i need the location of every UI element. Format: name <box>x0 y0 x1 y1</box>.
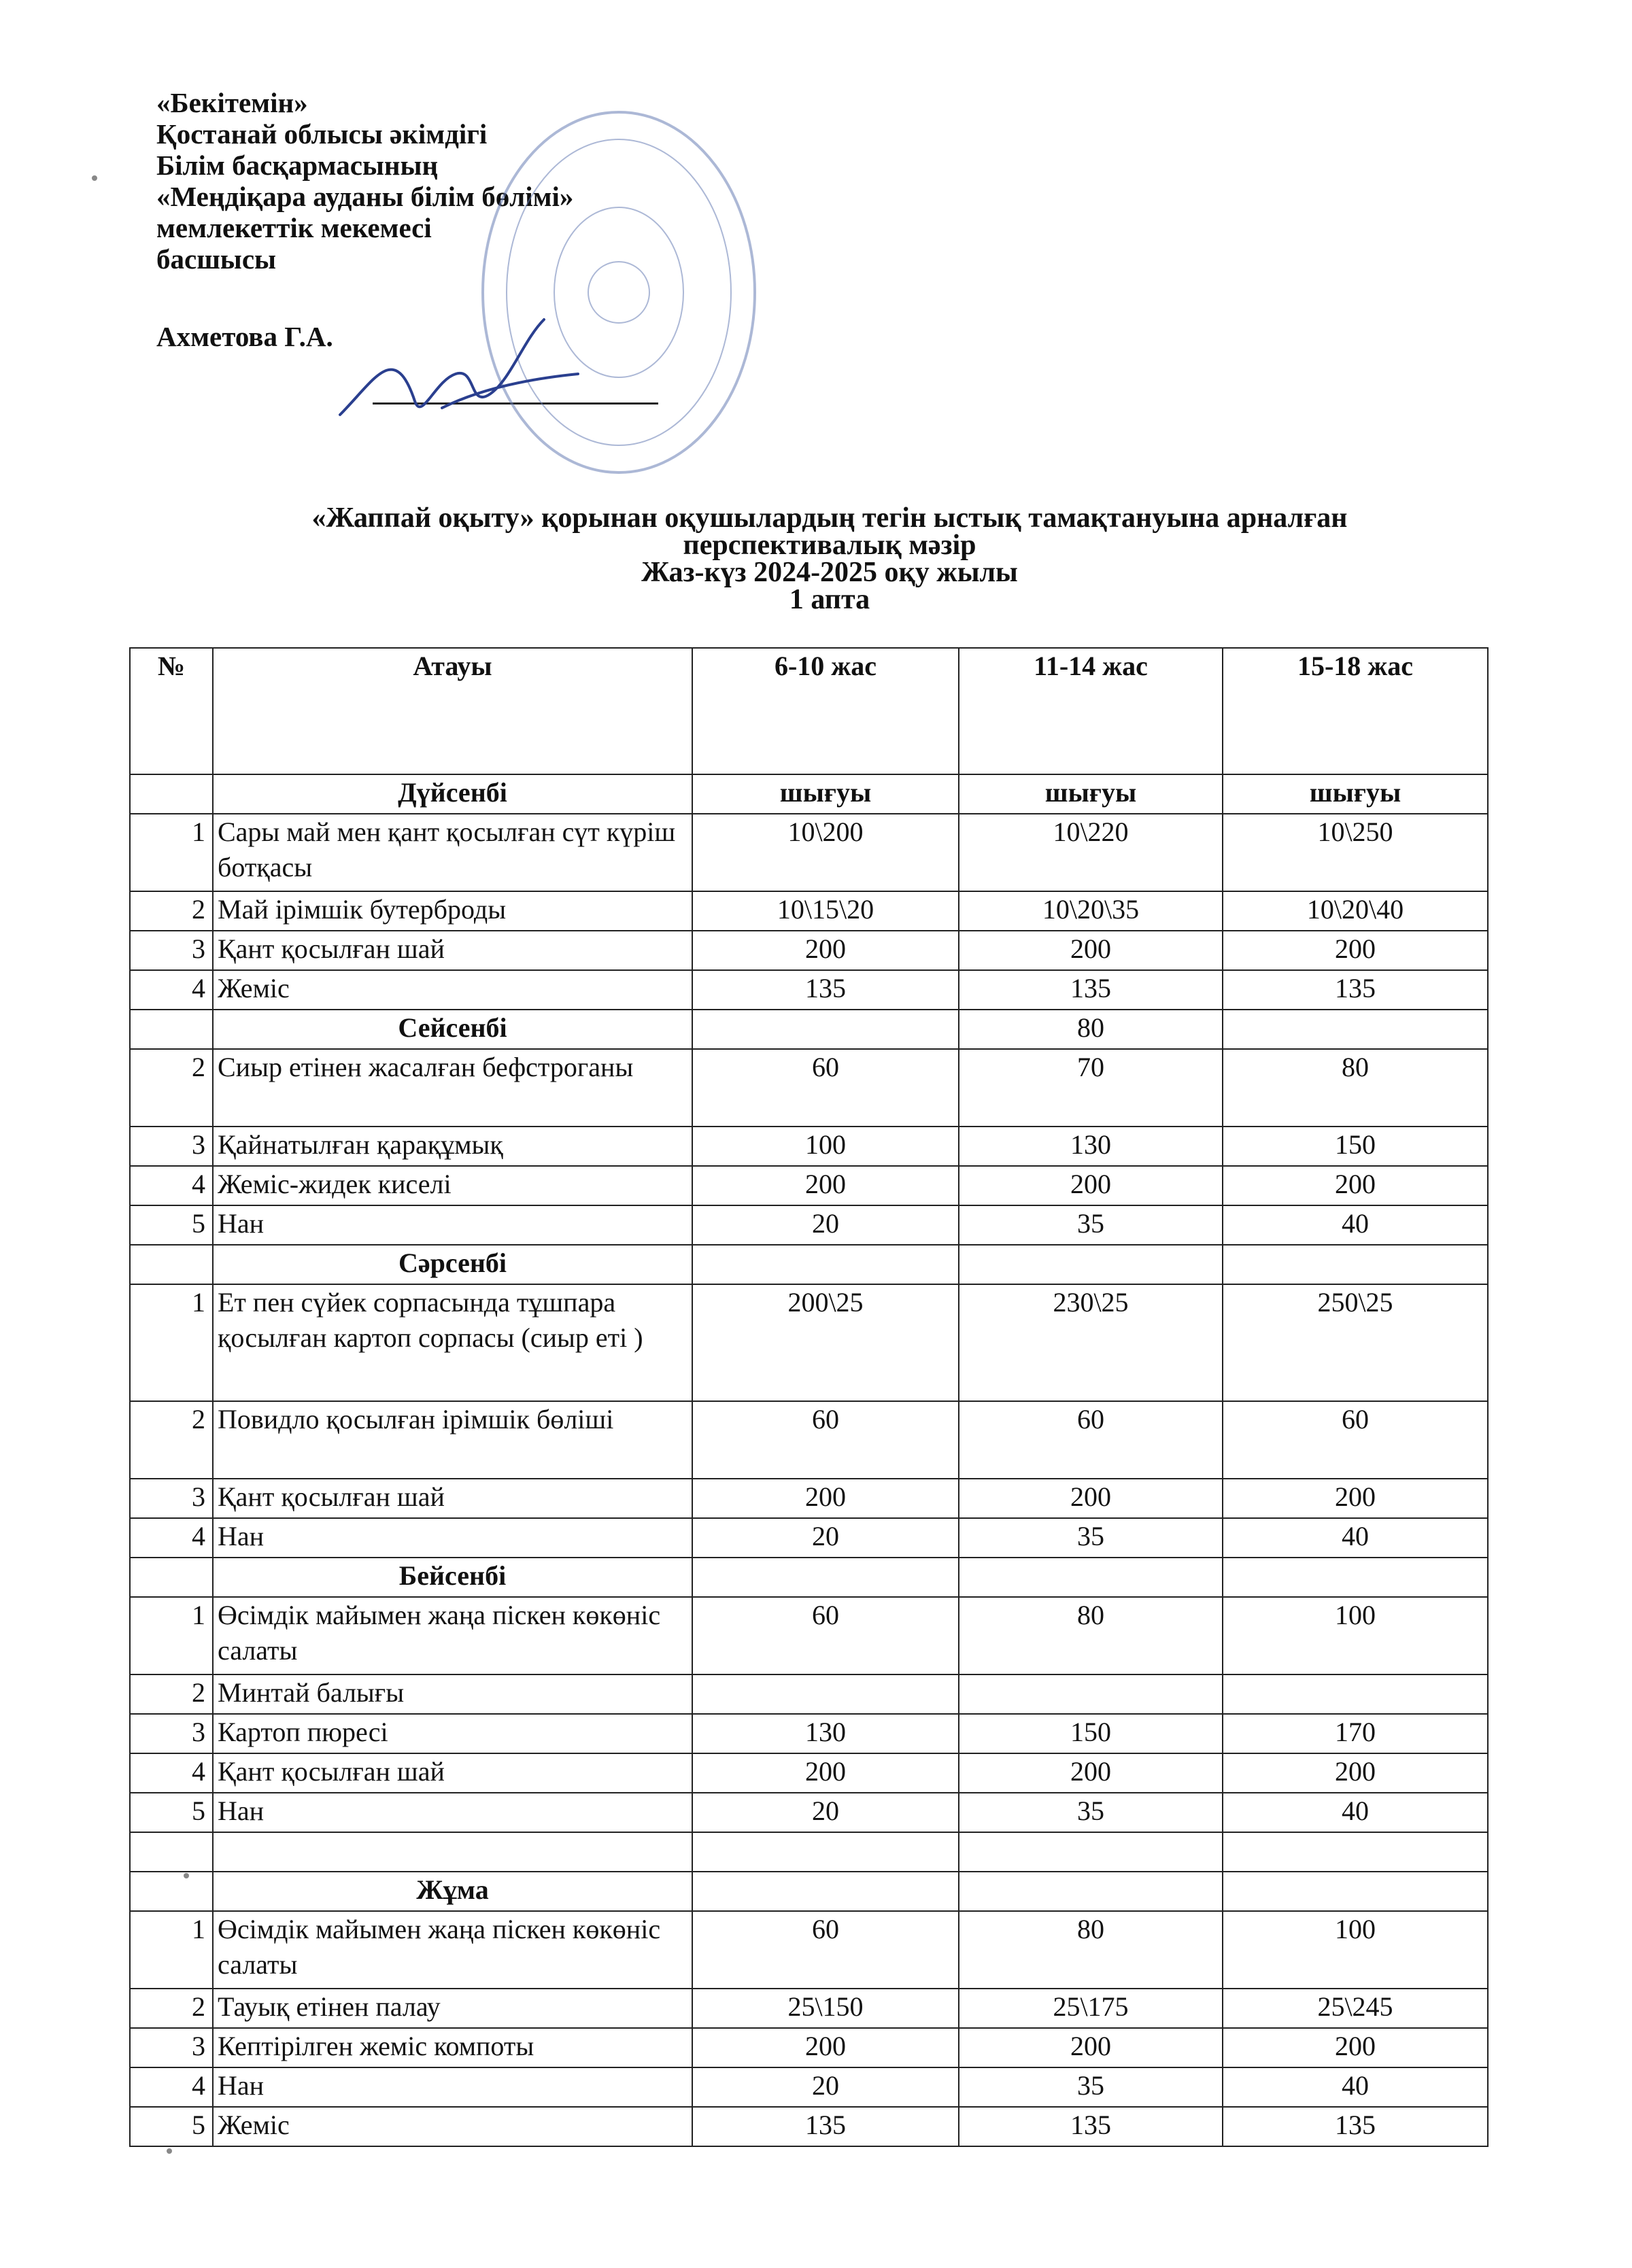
row-number: 3 <box>130 931 213 970</box>
table-row <box>130 970 1488 1010</box>
dish-name: Қант қосылған шай <box>213 1479 692 1518</box>
portion-15-18: 135 <box>1223 2107 1488 2146</box>
day-name: Сәрсенбі <box>213 1245 692 1284</box>
dish-name: Қайнатылған қарақұмық <box>213 1127 692 1166</box>
dish-name: Қант қосылған шай <box>213 931 692 970</box>
portion-6-10: 60 <box>692 1401 959 1479</box>
dish-name: Нан <box>213 1793 692 1832</box>
portion-11-14: 80 <box>959 1911 1223 1989</box>
portion-15-18 <box>1223 1245 1488 1284</box>
table-row <box>130 1518 1488 1558</box>
table-row <box>130 1284 1488 1401</box>
dish-name: Өсімдік майымен жаңа піскен көкөніс салаты <box>213 1911 692 1989</box>
heading-title: «Жаппай оқыту» қорынан оқушылардың тегін ыстық тамақтануына арналған <box>311 502 1348 534</box>
portion-6-10: 25\150 <box>692 1989 959 2028</box>
row-number <box>130 1872 213 1911</box>
row-number <box>130 1832 213 1872</box>
portion-15-18: 200 <box>1223 1166 1488 1205</box>
portion-15-18: 40 <box>1223 1205 1488 1245</box>
handwritten-signature <box>320 299 592 435</box>
table-row <box>130 1714 1488 1753</box>
approval-line: басшысы <box>156 243 277 275</box>
portion-15-18: 60 <box>1223 1401 1488 1479</box>
row-number: 2 <box>130 1049 213 1127</box>
portion-6-10: 200 <box>692 1166 959 1205</box>
portion-6-10: 135 <box>692 2107 959 2146</box>
portion-6-10: 200 <box>692 2028 959 2067</box>
dish-name: Жеміс-жидек киселі <box>213 1166 692 1205</box>
day-name: Сейсенбі <box>213 1010 692 1049</box>
portion-15-18: 25\245 <box>1223 1989 1488 2028</box>
portion-11-14: 200 <box>959 1479 1223 1518</box>
heading-week: 1 апта <box>789 584 870 615</box>
portion-15-18: 40 <box>1223 1518 1488 1558</box>
row-number <box>130 1010 213 1049</box>
portion-6-10 <box>692 1832 959 1872</box>
portion-15-18: 10\250 <box>1223 814 1488 891</box>
portion-6-10: 100 <box>692 1127 959 1166</box>
portion-6-10: 200 <box>692 1479 959 1518</box>
day-name: Бейсенбі <box>213 1558 692 1597</box>
portion-15-18 <box>1223 1674 1488 1714</box>
dish-name: Қант қосылған шай <box>213 1753 692 1793</box>
portion-11-14: 200 <box>959 2028 1223 2067</box>
table-row <box>130 1049 1488 1127</box>
table-row <box>130 1989 1488 2028</box>
day-row <box>130 1245 1488 1284</box>
scan-speck <box>167 2148 172 2154</box>
portion-11-14: 80 <box>959 1010 1223 1049</box>
portion-11-14: 135 <box>959 2107 1223 2146</box>
portion-11-14: 150 <box>959 1714 1223 1753</box>
portion-6-10 <box>692 1245 959 1284</box>
day-row <box>130 1872 1488 1911</box>
portion-11-14: 60 <box>959 1401 1223 1479</box>
portion-11-14: 70 <box>959 1049 1223 1127</box>
portion-15-18: 80 <box>1223 1049 1488 1127</box>
row-number: 2 <box>130 891 213 931</box>
row-number: 4 <box>130 1166 213 1205</box>
portion-15-18: 200 <box>1223 931 1488 970</box>
scan-speck <box>184 1873 189 1878</box>
table-row <box>130 1127 1488 1166</box>
table-row <box>130 891 1488 931</box>
header-name: Атауы <box>213 648 692 774</box>
row-number: 2 <box>130 1401 213 1479</box>
portion-6-10: 60 <box>692 1049 959 1127</box>
portion-6-10 <box>692 1674 959 1714</box>
dish-name: Ет пен сүйек сорпасында тұшпара қосылған картоп сорпасы (сиыр еті ) <box>213 1284 692 1401</box>
dish-name: Тауық етінен палау <box>213 1989 692 2028</box>
row-number: 1 <box>130 1284 213 1401</box>
dish-name: Нан <box>213 1518 692 1558</box>
table-row <box>130 1205 1488 1245</box>
portion-15-18: 200 <box>1223 2028 1488 2067</box>
portion-11-14: 135 <box>959 970 1223 1010</box>
portion-15-18: 150 <box>1223 1127 1488 1166</box>
row-number: 3 <box>130 1714 213 1753</box>
dish-name: Сиыр етінен жасалған бефстроганы <box>213 1049 692 1127</box>
table-row <box>130 1674 1488 1714</box>
menu-table <box>129 647 1489 2147</box>
portion-15-18 <box>1223 1872 1488 1911</box>
portion-6-10: 200 <box>692 1753 959 1793</box>
portion-15-18: 10\20\40 <box>1223 891 1488 931</box>
portion-11-14 <box>959 1245 1223 1284</box>
portion-6-10: 20 <box>692 1205 959 1245</box>
header-number: № <box>130 648 213 774</box>
approval-line: «Бекітемін» <box>156 87 308 118</box>
portion-11-14: 35 <box>959 2067 1223 2107</box>
table-row <box>130 1753 1488 1793</box>
row-number: 5 <box>130 1793 213 1832</box>
approval-line: «Меңдіқара ауданы білім бөлімі» <box>156 181 574 212</box>
portion-15-18: 250\25 <box>1223 1284 1488 1401</box>
dish-name: Картоп пюресі <box>213 1714 692 1753</box>
approval-line: Білім басқармасының <box>156 150 439 181</box>
row-number: 1 <box>130 1911 213 1989</box>
row-number: 2 <box>130 1989 213 2028</box>
header-age-15-18: 15-18 жас <box>1223 648 1488 774</box>
portion-15-18 <box>1223 1010 1488 1049</box>
portion-6-10: 60 <box>692 1597 959 1674</box>
portion-6-10: 60 <box>692 1911 959 1989</box>
portion-6-10: 200 <box>692 931 959 970</box>
table-row <box>130 1793 1488 1832</box>
blank-row <box>130 1832 1488 1872</box>
header-age-6-10: 6-10 жас <box>692 648 959 774</box>
dish-name: Нан <box>213 1205 692 1245</box>
portion-15-18: 170 <box>1223 1714 1488 1753</box>
portion-11-14: 10\220 <box>959 814 1223 891</box>
portion-6-10: 20 <box>692 1518 959 1558</box>
signatory-name: Ахметова Г.А. <box>156 321 333 352</box>
portion-11-14: 35 <box>959 1205 1223 1245</box>
row-number: 4 <box>130 1518 213 1558</box>
menu-table-body <box>130 774 1488 2146</box>
table-row <box>130 1479 1488 1518</box>
table-row <box>130 2067 1488 2107</box>
portion-11-14: 10\20\35 <box>959 891 1223 931</box>
portion-11-14: 230\25 <box>959 1284 1223 1401</box>
row-number <box>130 774 213 814</box>
portion-15-18: шығуы <box>1223 774 1488 814</box>
portion-11-14: 200 <box>959 931 1223 970</box>
portion-6-10: 20 <box>692 2067 959 2107</box>
dish-name: Повидло қосылған ірімшік бөліші <box>213 1401 692 1479</box>
row-number: 3 <box>130 1127 213 1166</box>
portion-15-18: 40 <box>1223 2067 1488 2107</box>
portion-11-14: 200 <box>959 1753 1223 1793</box>
portion-6-10 <box>692 1558 959 1597</box>
portion-15-18 <box>1223 1558 1488 1597</box>
menu-heading <box>129 504 1530 613</box>
table-row <box>130 814 1488 891</box>
table-row <box>130 931 1488 970</box>
row-number: 5 <box>130 1205 213 1245</box>
portion-15-18: 100 <box>1223 1597 1488 1674</box>
portion-6-10: 130 <box>692 1714 959 1753</box>
portion-11-14 <box>959 1832 1223 1872</box>
table-row <box>130 1166 1488 1205</box>
portion-6-10: 10\15\20 <box>692 891 959 931</box>
dish-name: Май ірімшік бутерброды <box>213 891 692 931</box>
portion-11-14: 25\175 <box>959 1989 1223 2028</box>
dish-name: Жеміс <box>213 970 692 1010</box>
portion-11-14: 80 <box>959 1597 1223 1674</box>
portion-6-10 <box>692 1872 959 1911</box>
portion-6-10: 200\25 <box>692 1284 959 1401</box>
table-row <box>130 1911 1488 1989</box>
day-row <box>130 1010 1488 1049</box>
portion-6-10: 10\200 <box>692 814 959 891</box>
row-number: 1 <box>130 1597 213 1674</box>
day-row <box>130 774 1488 814</box>
table-row <box>130 2028 1488 2067</box>
row-number: 3 <box>130 2028 213 2067</box>
table-row <box>130 1401 1488 1479</box>
row-number: 3 <box>130 1479 213 1518</box>
dish-name: Минтай балығы <box>213 1674 692 1714</box>
portion-15-18: 135 <box>1223 970 1488 1010</box>
portion-15-18 <box>1223 1832 1488 1872</box>
dish-name: Жеміс <box>213 2107 692 2146</box>
portion-15-18: 200 <box>1223 1479 1488 1518</box>
row-number <box>130 1245 213 1284</box>
portion-11-14: 35 <box>959 1793 1223 1832</box>
portion-6-10: 20 <box>692 1793 959 1832</box>
approval-line: мемлекеттік мекемесі <box>156 212 432 243</box>
heading-subtitle: перспективалық мәзір <box>683 530 976 561</box>
portion-11-14: 200 <box>959 1166 1223 1205</box>
row-number: 4 <box>130 2067 213 2107</box>
portion-11-14: шығуы <box>959 774 1223 814</box>
row-number: 1 <box>130 814 213 891</box>
dish-name <box>213 1832 692 1872</box>
portion-11-14: 35 <box>959 1518 1223 1558</box>
row-number: 4 <box>130 1753 213 1793</box>
portion-11-14: 130 <box>959 1127 1223 1166</box>
scan-speck <box>92 175 97 181</box>
portion-11-14 <box>959 1674 1223 1714</box>
row-number: 2 <box>130 1674 213 1714</box>
day-row <box>130 1558 1488 1597</box>
portion-6-10 <box>692 1010 959 1049</box>
dish-name: Кептірілген жеміс компоты <box>213 2028 692 2067</box>
day-name: Дүйсенбі <box>213 774 692 814</box>
header-age-11-14: 11-14 жас <box>959 648 1223 774</box>
portion-6-10: шығуы <box>692 774 959 814</box>
portion-11-14 <box>959 1558 1223 1597</box>
table-row <box>130 1597 1488 1674</box>
portion-11-14 <box>959 1872 1223 1911</box>
portion-6-10: 135 <box>692 970 959 1010</box>
row-number <box>130 1558 213 1597</box>
portion-15-18: 40 <box>1223 1793 1488 1832</box>
portion-15-18: 200 <box>1223 1753 1488 1793</box>
day-name: Жұма <box>213 1872 692 1911</box>
table-row <box>130 2107 1488 2146</box>
row-number: 4 <box>130 970 213 1010</box>
portion-15-18: 100 <box>1223 1911 1488 1989</box>
dish-name: Өсімдік майымен жаңа піскен көкөніс салаты <box>213 1597 692 1674</box>
heading-year: Жаз-күз 2024-2025 оқу жылы <box>641 557 1018 588</box>
row-number: 5 <box>130 2107 213 2146</box>
dish-name: Нан <box>213 2067 692 2107</box>
dish-name: Сары май мен қант қосылған сүт күріш ботқасы <box>213 814 692 891</box>
approval-line: Қостанай облысы әкімдігі <box>156 118 488 150</box>
